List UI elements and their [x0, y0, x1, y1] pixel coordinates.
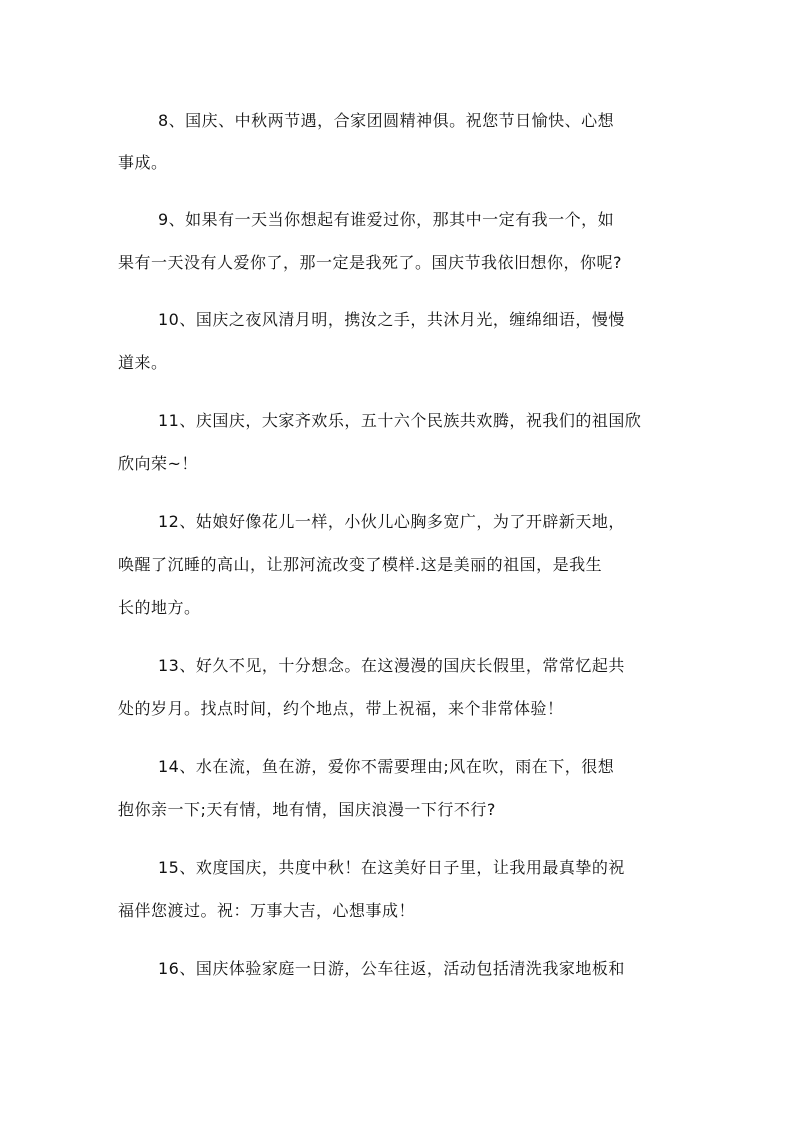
line-item-8-1: 8、国庆、中秋两节遇，合家团圆精神俱。祝您节日愉快、心想	[158, 111, 615, 130]
line-item-13-1: 13、好久不见，十分想念。在这漫漫的国庆长假里，常常忆起共	[158, 656, 625, 675]
line-item-12-3: 长的地方。	[118, 598, 201, 617]
line-item-11-1: 11、庆国庆，大家齐欢乐，五十六个民族共欢腾，祝我们的祖国欣	[158, 411, 642, 430]
line-item-12-2: 唤醒了沉睡的高山，让那河流改变了模样.这是美丽的祖国，是我生	[118, 555, 603, 574]
line-item-12-1: 12、姑娘好像花儿一样，小伙儿心胸多宽广，为了开辟新天地，	[158, 512, 625, 531]
line-item-9-2: 果有一天没有人爱你了，那一定是我死了。国庆节我依旧想你，你呢?	[118, 253, 622, 272]
line-item-14-2: 抱你亲一下;天有情，地有情，国庆浪漫一下行不行?	[118, 800, 496, 819]
line-item-10-2: 道来。	[118, 353, 168, 372]
line-item-11-2: 欣向荣~！	[118, 454, 198, 473]
line-item-13-2: 处的岁月。找点时间，约个地点，带上祝福，来个非常体验！	[118, 699, 564, 718]
line-item-8-2: 事成。	[118, 153, 168, 172]
line-item-14-1: 14、水在流，鱼在游，爱你不需要理由;风在吹，雨在下，很想	[158, 757, 615, 776]
line-item-16-1: 16、国庆体验家庭一日游，公车往返，活动包括清洗我家地板和	[158, 959, 625, 978]
line-item-15-1: 15、欢度国庆，共度中秋！在这美好日子里，让我用最真挚的祝	[158, 858, 625, 877]
line-item-9-1: 9、如果有一天当你想起有谁爱过你，那其中一定有我一个，如	[158, 210, 615, 229]
line-item-10-1: 10、国庆之夜风清月明，携汝之手，共沐月光，缠绵细语，慢慢	[158, 310, 625, 329]
line-item-15-2: 福伴您渡过。祝：万事大吉，心想事成！	[118, 901, 416, 920]
